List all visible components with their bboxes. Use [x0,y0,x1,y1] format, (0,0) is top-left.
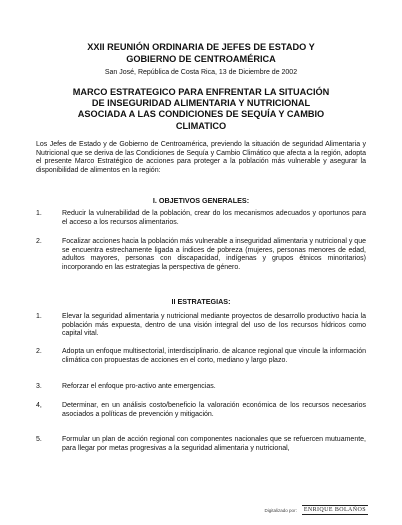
meeting-title [40,42,362,65]
list-item [36,383,366,392]
document-title-line-2: DE INSEGURIDAD ALIMENTARIA Y NUTRICIONAL [91,98,311,109]
list-item [36,238,366,272]
meeting-title-line-1: XXII REUNIÓN ORDINARIA DE JEFES DE ESTADO Y [87,42,315,52]
section-heading-estrategias: II ESTRATEGIAS: [171,297,231,306]
list-item-number: 4, [36,402,42,409]
meeting-title-line-2: GOBIERNO DE CENTROAMÉRICA [126,53,276,64]
document-title-line-3: ASOCIADA A LAS CONDICIONES DE SEQUÍA Y CAMBIO [77,109,325,120]
section-heading-objetivos: I. OBJETIVOS GENERALES: [152,196,250,205]
intro-paragraph: Los Jefes de Estado y de Gobierno de Centroamérica, previendo la situación de seguridad Alimentaria y Nutricional que se deriva de las Condiciones de Sequía y Cambio Climático que afecta a la región, adopta el presente Marco Estratégico de acciones para proteger a la población más vulnerable y asegurar la disponibilidad de alimentos en la región: [36,141,366,174]
list-item-number: 5. [36,436,42,443]
list-item [36,348,366,365]
list-item [36,313,366,339]
document-title-line-1: MARCO ESTRATEGICO PARA ENFRENTAR LA SITUACIÓN [72,87,330,97]
list-item-text: Focalizar acciones hacia la población más vulnerable a inseguridad alimentaria y nutricional y que se encuentra estrechamente ligada a índices de pobreza (mujeres, personas menores de edad, adultos mayores, personas con discapacidad, indígenas y grupos étnicos minoritarios) incorporando en las estrategias la perspectiva de género. [62,238,366,271]
list-item-number: 2. [36,348,42,355]
list-item-number: 3. [36,383,42,390]
document-title-line-4: CLIMATICO [175,120,227,131]
list-item-number: 1. [36,210,42,217]
list-item-text: Reducir la vulnerabilidad de la población, crear do los mecanismos adecuados y oportunos para el acceso a los recursos alimentarios. [62,210,366,226]
list-item-text: Formular un plan de acción regional con componentes nacionales que se refuercen mutuamente, para llegar por metas progresivas a la seguridad alimentaria y nutricional, [62,436,366,452]
place-date: San José, República de Costa Rica, 13 de Diciembre de 2002 [104,69,298,76]
list-item [36,210,366,227]
list-item-text: Reforzar el enfoque pro-activo ante emergencias. [62,383,216,390]
list-item [36,436,366,453]
digitized-by-label: Digitalizado por: [264,507,297,513]
list-item-number: 2. [36,238,42,245]
digitization-footer [265,505,368,515]
list-item-text: Adopta un enfoque multisectorial, interdisciplinario. de alcance regional que vincule la información climática con propuestas de acciones en el corto, mediano y largo plazo. [62,348,366,364]
list-item-text: Determinar, en un análisis costo/beneficio la valoración económica de los recursos necesarios asociados a políticas de prevención y mitigación. [62,402,366,418]
list-item [36,402,366,419]
library-logo: ENRIQUE BOLAÑOS [303,507,366,513]
list-item-number: 1. [36,313,42,320]
document-title [40,87,362,132]
list-item-text: Elevar la seguridad alimentaria y nutricional mediante proyectos de desarrollo productivo hacia la población más expuesta, dentro de una visión integral del uso de los recursos hídricos como capital vital. [62,313,366,338]
